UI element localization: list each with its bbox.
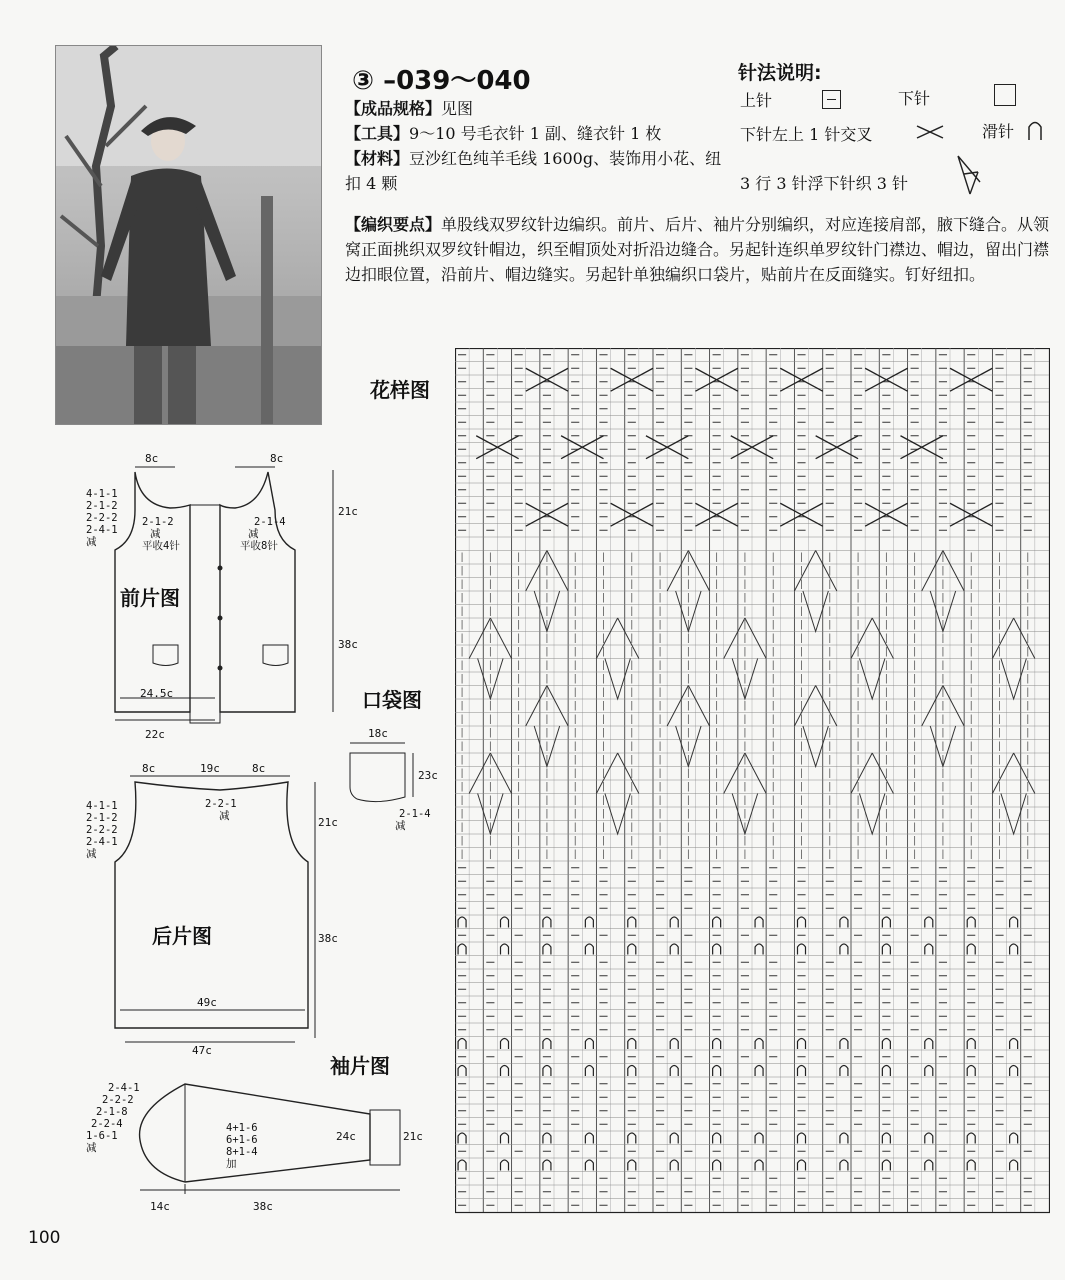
pocket-title: 口袋图: [362, 688, 422, 712]
back-neck: 19c: [200, 762, 220, 775]
front-width-top: 24.5c: [140, 687, 174, 700]
back-body-h: 38c: [318, 932, 338, 945]
pocket-diagram: [345, 735, 425, 810]
tools-value: 9～10 号毛衣针 1 副、缝衣针 1 枚: [409, 124, 662, 143]
back-neck-dec: 2-2-1 减: [205, 798, 237, 822]
back-shoulder-l: 8c: [142, 762, 156, 775]
cross-stitch-icon: [915, 122, 945, 142]
back-width-top: 49c: [197, 996, 217, 1009]
front-armhole-h: 21c: [338, 505, 358, 518]
material-value: 豆沙红色纯羊毛线 1600g、装饰用小花、纽扣 4 颗: [345, 149, 722, 193]
front-neck-right: 8c: [270, 452, 284, 465]
notes-block: [345, 212, 1057, 287]
sleeve-len: 38c: [253, 1200, 273, 1213]
float-stitch-icon: [952, 152, 984, 196]
back-title: 后片图: [152, 924, 212, 948]
notes-text: 单股线双罗纹针边编织。前片、后片、袖片分别编织，对应连接肩部，腋下缝合。从领窝正面挑织双罗纹针帽边，织至帽顶处对折沿边缝合。另起针连织单罗纹针门襟边、帽边，留出门襟边扣眼位置，沿前片、帽边缝实。另起针单独编织口袋片，贴前片在反面缝实。钉好纽扣。: [345, 215, 1050, 284]
chart-title: 花样图: [370, 378, 430, 402]
pocket-height: 23c: [418, 769, 438, 782]
sleeve-title: 袖片图: [330, 1054, 390, 1078]
front-title: 前片图: [120, 586, 180, 610]
sleeve-width: 24c: [336, 1130, 356, 1143]
purl-stitch-icon: [822, 90, 841, 109]
front-body-h: 38c: [338, 638, 358, 651]
front-width-bottom: 22c: [145, 728, 165, 741]
sleeve-cap-len: 14c: [150, 1200, 170, 1213]
legend-purl-label: 上针: [740, 91, 773, 110]
sleeve-cuff: 21c: [403, 1130, 423, 1143]
front-neck-dec-right: 2-1-4 减 平收8针: [240, 516, 286, 552]
legend-slip-label: 滑针: [982, 122, 1015, 141]
front-neck-dec-left: 2-1-2 减 平收4针: [142, 516, 180, 552]
material-key: 【材料】: [345, 149, 410, 168]
back-width-bottom: 47c: [192, 1044, 212, 1057]
legend-knit-label: 下针: [898, 89, 931, 108]
stitch-chart: [455, 348, 1050, 1214]
back-armhole-h: 21c: [318, 816, 338, 829]
size-key: 【成品规格】: [345, 99, 442, 118]
slip-stitch-icon: [1026, 118, 1044, 142]
sleeve-inc: 4+1-6 6+1-6 8+1-4 加: [226, 1122, 258, 1170]
model-photo: [55, 45, 322, 425]
front-neck-left: 8c: [145, 452, 159, 465]
size-value: 见图: [441, 99, 474, 118]
back-shoulder-dec: 4-1-1 2-1-2 2-2-2 2-4-1 减: [86, 800, 118, 860]
pocket-dec: 2-1-4 减: [395, 808, 431, 832]
legend-float-label: 3 行 3 针浮下针织 3 针: [740, 174, 908, 193]
tools-line: [345, 121, 730, 146]
page-number: 100: [28, 1228, 61, 1248]
front-shoulder-dec: 4-1-1 2-1-2 2-2-2 2-4-1 减: [86, 488, 118, 548]
spec-block: [345, 96, 730, 196]
sleeve-cap-dec: 2-4-1 2-2-2 2-1-8 2-2-4 1-6-1 减: [86, 1082, 140, 1154]
material-line: [345, 146, 730, 196]
sleeve-diagram: [130, 1080, 410, 1200]
pocket-width: 18c: [368, 727, 388, 740]
pattern-title: ③ –039～040: [352, 66, 531, 96]
tools-key: 【工具】: [345, 124, 410, 143]
notes-key: 【编织要点】: [345, 215, 442, 234]
back-shoulder-r: 8c: [252, 762, 266, 775]
photo-illustration: [56, 46, 321, 424]
legend-cross-label: 下针左上 1 针交叉: [740, 125, 873, 144]
knit-stitch-icon: [994, 84, 1016, 106]
size-line: [345, 96, 730, 121]
legend-title: 针法说明:: [738, 62, 822, 84]
